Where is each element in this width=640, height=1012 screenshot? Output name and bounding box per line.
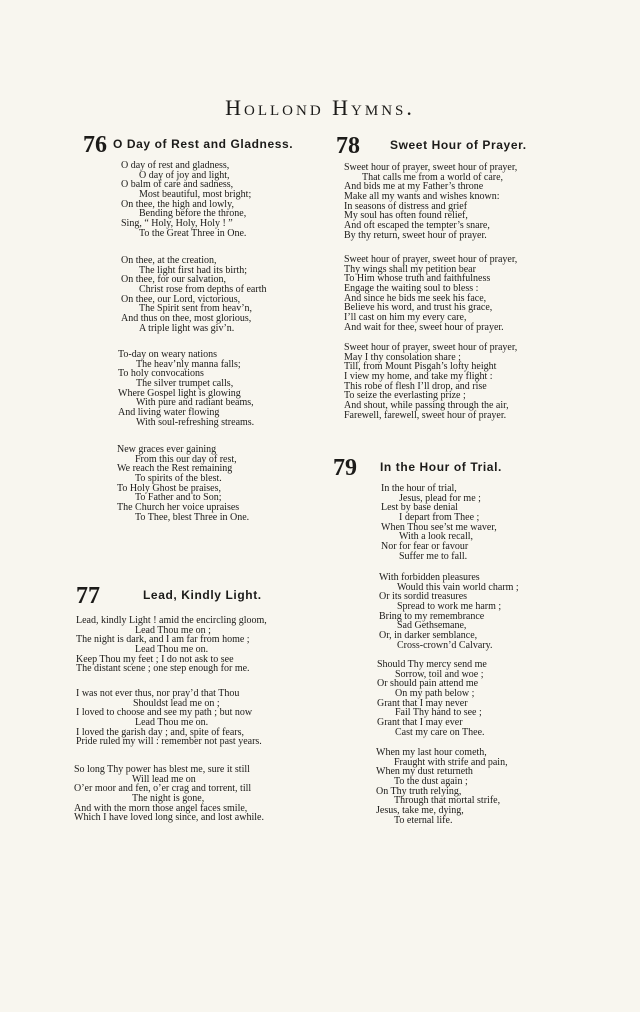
verse-line: Keep Thou my feet ; I do not ask to see	[76, 653, 234, 665]
verse-line: The silver trumpet calls,	[136, 378, 234, 390]
verse-line: Cast my care on Thee.	[395, 726, 485, 738]
verse-line: On Thy truth relying,	[376, 785, 462, 797]
verse-line: Fraught with strife and pain,	[394, 756, 508, 768]
verse-line: Shouldst lead me on ;	[133, 697, 220, 709]
hymn-76-stanza-4	[117, 445, 249, 523]
verse-line: By thy return, sweet hour of prayer.	[344, 229, 487, 241]
verse-line: When my dust returneth	[376, 766, 473, 778]
verse-line: To Holy Ghost be praises,	[117, 482, 222, 494]
verse-line: The heav’nly manna falls;	[136, 358, 241, 370]
verse-line: With soul-refreshing streams.	[136, 416, 255, 428]
verse-line: To Father and to Son;	[135, 492, 222, 504]
verse-line: Believe his word, and trust his grace,	[344, 302, 493, 314]
verse-line: That calls me from a world of care,	[362, 171, 504, 183]
verse-line: The night is dark, and I am far from home ;	[76, 634, 250, 646]
verse-line: On thee, the high and lowly,	[121, 198, 234, 210]
verse-line: Where Gospel light is glowing	[118, 387, 241, 399]
verse-line: Sad Gethsemane,	[397, 620, 467, 632]
verse-line: Grant that I may never	[377, 697, 468, 709]
verse-line: Cross-crown’d Calvary.	[397, 639, 493, 651]
verse-line: Sing, “ Holy, Holy, Holy ! ”	[121, 218, 233, 230]
verse-line: Bending before the throne,	[139, 208, 247, 220]
verse-line: Fail Thy hand to see ;	[395, 707, 482, 719]
verse-line: On thee, at the creation,	[121, 255, 217, 266]
verse-line: I was not ever thus, nor pray’d that Thou	[76, 688, 240, 699]
verse-line: Lest by base denial	[381, 502, 458, 514]
verse-line: To seize the everlasting prize ;	[344, 390, 466, 402]
hymn-77-stanza-2	[76, 689, 262, 747]
page-title: Hollond Hymns.	[225, 95, 415, 120]
verse-line: In seasons of distress and grief	[344, 200, 468, 212]
hymn-title: In the Hour of Trial.	[380, 460, 502, 474]
verse-line: And shout, while passing through the air,	[344, 400, 509, 412]
verse-line: And living water flowing	[118, 407, 220, 419]
verse-line: Engage the waiting soul to bless :	[344, 283, 479, 295]
verse-line: The distant scene ; one step enough for me.	[76, 663, 250, 675]
hymn-77-heading	[76, 584, 306, 608]
hymn-79-stanza-4	[376, 748, 508, 826]
hymn-number: 76	[83, 132, 107, 158]
verse-line: When Thou see’st me waver,	[381, 521, 497, 533]
hymn-76-heading	[83, 133, 323, 157]
verse-line: And oft escaped the tempter’s snare,	[344, 220, 490, 232]
verse-line: Lead Thou me on ;	[135, 624, 211, 636]
hymn-title: Lead, Kindly Light.	[143, 588, 262, 602]
verse-line: With forbidden pleasures	[379, 572, 480, 583]
verse-line: Would this vain world charm ;	[397, 581, 519, 593]
verse-line: Nor for fear or favour	[381, 541, 469, 553]
verse-line: Farewell, farewell, sweet hour of prayer.	[344, 409, 507, 421]
verse-line: So long Thy power has blest me, sure it still	[74, 764, 250, 775]
verse-line: Or its sordid treasures	[379, 591, 468, 603]
hymn-number: 77	[76, 583, 100, 609]
verse-line: I’ll cast on him my every care,	[344, 312, 467, 324]
verse-line: May I thy consolation share ;	[344, 351, 461, 363]
verse-line: O day of rest and gladness,	[121, 160, 230, 171]
verse-line: O day of joy and light,	[139, 169, 230, 181]
verse-line: The light first had its birth;	[139, 264, 248, 276]
verse-line: Jesus, plead for me ;	[399, 492, 481, 504]
verse-line: Most beautiful, most bright;	[139, 189, 252, 201]
verse-line: With pure and radiant beams,	[136, 397, 254, 409]
verse-line: Sweet hour of prayer, sweet hour of prayer,	[344, 162, 518, 173]
verse-line: Lead Thou me on.	[135, 717, 209, 729]
verse-line: And since he bids me seek his face,	[344, 292, 487, 304]
verse-line: And wait for thee, sweet hour of prayer.	[344, 321, 504, 333]
hymn-number: 78	[336, 133, 360, 159]
verse-line: To Him whose truth and faithfulness	[344, 273, 491, 285]
verse-line: O’er moor and fen, o’er crag and torrent, till	[74, 783, 252, 795]
hymn-76-stanza-3	[118, 350, 254, 428]
hymn-77-stanza-1	[76, 616, 267, 674]
verse-line: Lead, kindly Light ! amid the encircling gloom,	[76, 615, 267, 626]
verse-line: We reach the Rest remaining	[117, 463, 233, 475]
hymn-number: 79	[333, 455, 357, 481]
verse-line: From this our day of rest,	[135, 453, 237, 465]
verse-line: Should Thy mercy send me	[377, 659, 487, 670]
verse-line: I loved the garish day ; and, spite of fears,	[76, 726, 245, 738]
verse-line: With a look recall,	[399, 531, 474, 543]
verse-line: And bids me at my Father’s throne	[344, 181, 484, 193]
verse-line: The night is gone,	[132, 793, 205, 805]
verse-line: I loved to choose and see my path ; but now	[76, 707, 253, 719]
verse-line: Sorrow, toil and woe ;	[395, 668, 484, 680]
verse-line: I depart from Thee ;	[399, 512, 480, 524]
verse-line: Through that mortal strife,	[394, 795, 501, 807]
verse-line: Make all my wants and wishes known:	[344, 191, 500, 203]
verse-line: And thus on thee, most glorious,	[121, 313, 252, 325]
verse-line: When my last hour cometh,	[376, 747, 487, 758]
verse-line: To-day on weary nations	[118, 349, 217, 360]
verse-line: Grant that I may ever	[377, 717, 463, 729]
verse-line: I view my home, and take my flight :	[344, 371, 493, 383]
verse-line: O balm of care and sadness,	[121, 179, 234, 191]
verse-line: Or, in darker semblance,	[379, 630, 478, 642]
verse-line: This robe of flesh I’ll drop, and rise	[344, 380, 487, 392]
verse-line: To the Great Three in One.	[139, 227, 247, 239]
verse-line: On my path below ;	[395, 688, 475, 700]
verse-line: Bring to my remembrance	[379, 610, 485, 622]
hymn-79-stanza-1	[381, 484, 497, 562]
verse-line: On thee, our Lord, victorious,	[121, 293, 241, 305]
hymn-76-stanza-1	[121, 161, 251, 239]
hymn-78-heading	[336, 134, 576, 158]
hymn-title: Sweet Hour of Prayer.	[390, 138, 527, 152]
verse-line: Suffer me to fall.	[399, 550, 468, 562]
verse-line: Spread to work me harm ;	[397, 601, 502, 613]
verse-line: To the dust again ;	[394, 776, 468, 788]
verse-line: A triple light was giv’n.	[139, 322, 235, 334]
hymn-79-heading	[333, 456, 573, 480]
verse-line: Jesus, take me, dying,	[376, 805, 464, 817]
hymn-79-stanza-3	[377, 660, 487, 738]
hymn-76-stanza-2	[121, 256, 266, 334]
verse-line: On thee, for our salvation,	[121, 274, 226, 286]
hymn-78-stanza-3	[344, 343, 517, 421]
verse-line: New graces ever gaining	[117, 444, 217, 455]
hymn-78-stanza-1	[344, 163, 517, 241]
hymn-title: O Day of Rest and Gladness.	[113, 137, 294, 151]
verse-line: Pride ruled my will : remember not past years.	[76, 736, 262, 748]
verse-line: Thy wings shall my petition bear	[344, 263, 476, 275]
verse-line: The Spirit sent from heav’n,	[139, 303, 253, 315]
verse-line: Sweet hour of prayer, sweet hour of prayer,	[344, 342, 518, 353]
verse-line: To eternal life.	[394, 814, 453, 826]
verse-line: Will lead me on	[132, 773, 196, 785]
verse-line: To holy convocations	[118, 368, 204, 380]
verse-line: Sweet hour of prayer, sweet hour of prayer,	[344, 254, 518, 265]
verse-line: In the hour of trial,	[381, 483, 457, 494]
verse-line: Or should pain attend me	[377, 678, 479, 690]
verse-line: To spirits of the blest.	[135, 473, 222, 485]
verse-line: And with the morn those angel faces smile,	[74, 802, 248, 814]
verse-line: Christ rose from depths of earth	[139, 284, 267, 296]
hymn-78-stanza-2	[344, 255, 517, 333]
verse-line: Which I have loved long since, and lost awhile.	[74, 812, 264, 824]
verse-line: The Church her voice upraises	[117, 502, 240, 514]
hymn-79-stanza-2	[379, 573, 519, 651]
hymn-77-stanza-3	[74, 765, 264, 823]
verse-line: Till, from Mount Pisgah’s lofty height	[344, 361, 497, 373]
verse-line: My soul has often found relief,	[344, 210, 468, 222]
verse-line: Lead Thou me on.	[135, 644, 209, 656]
verse-line: To Thee, blest Three in One.	[135, 511, 250, 523]
